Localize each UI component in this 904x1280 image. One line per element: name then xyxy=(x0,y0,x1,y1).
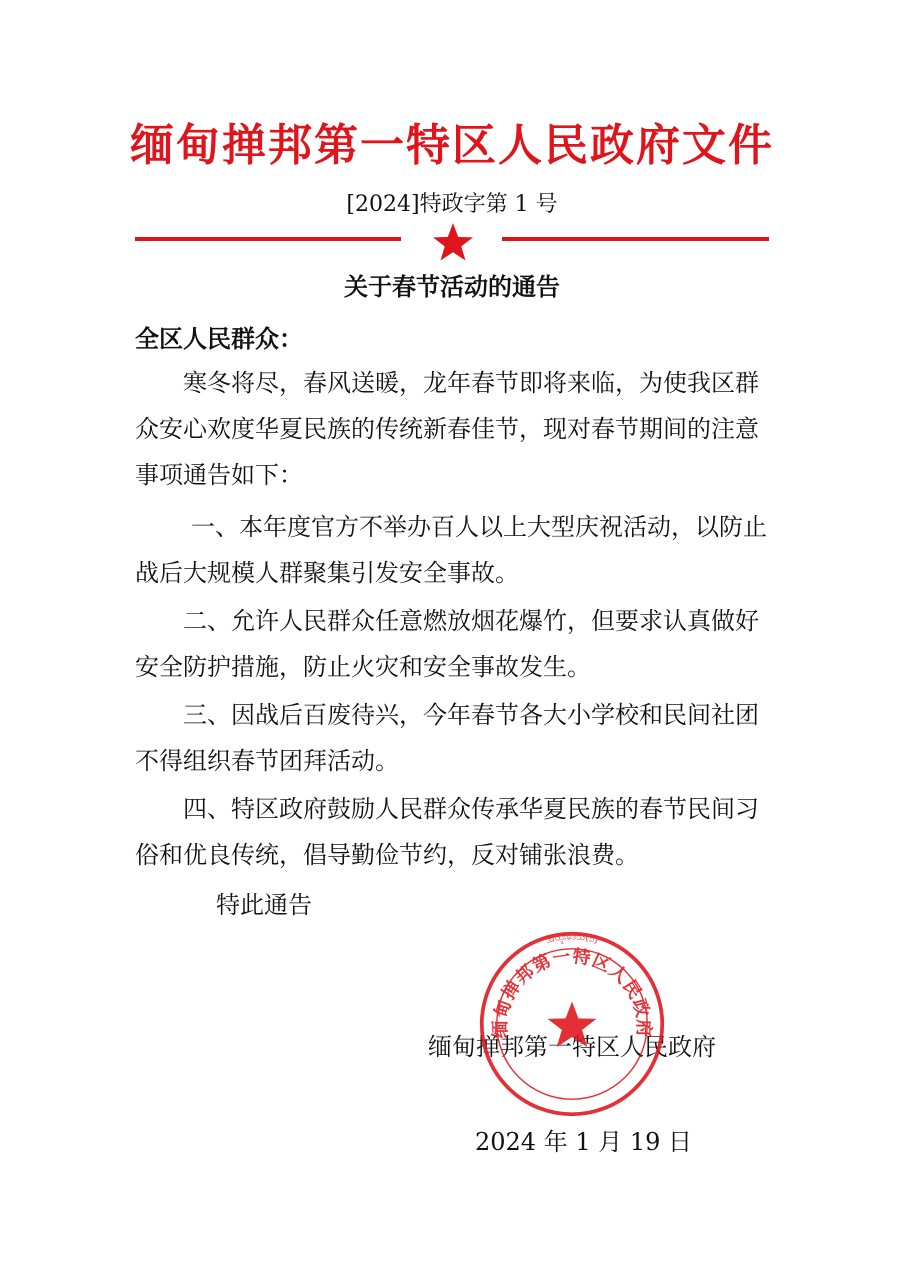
red-rule-right xyxy=(502,237,769,241)
notice-item-4: 四、特区政府鼓励人民群众传承华夏民族的春节民间习俗和优良传统，倡导勤俭节约，反对铺张浪费。 xyxy=(135,795,759,869)
seal-chinese-text: 缅甸掸邦第一特区人民政府 xyxy=(490,946,654,1039)
notice-item-2: 二、允许人民群众任意燃放烟花爆竹，但要求认真做好安全防护措施，防止火灾和安全事故发生。 xyxy=(135,607,759,681)
intro-paragraph: 寒冬将尽，春风送暖，龙年春节即将来临，为使我区群众安心欢度华夏民族的传统新春佳节，现对春节期间的注意事项通告如下： xyxy=(135,369,759,489)
issue-date: 2024 年 1 月 19 日 xyxy=(475,1128,693,1156)
document-masthead: 缅甸掸邦第一特区人民政府文件 xyxy=(130,120,774,171)
seal-star-icon xyxy=(548,1001,597,1047)
issuer-name: 缅甸掸邦第一特区人民政府 xyxy=(428,1033,716,1061)
red-rule-left xyxy=(135,237,401,241)
closing-statement: 特此通告 xyxy=(216,891,312,919)
official-seal-icon xyxy=(478,930,666,1118)
red-star-icon xyxy=(431,222,475,262)
salutation: 全区人民群众： xyxy=(135,324,303,353)
notice-title: 关于春节活动的通告 xyxy=(344,272,560,301)
seal-myanmar-text: အထူးဒေသ(၁) xyxy=(544,931,600,947)
notice-item-1: 一、本年度官方不举办百人以上大型庆祝活动，以防止战后大规模人群聚集引发安全事故。 xyxy=(135,513,767,587)
notice-item-3: 三、因战后百废待兴，今年春节各大小学校和民间社团不得组织春节团拜活动。 xyxy=(135,701,759,775)
document-number: [2024]特政字第 1 号 xyxy=(346,192,558,217)
